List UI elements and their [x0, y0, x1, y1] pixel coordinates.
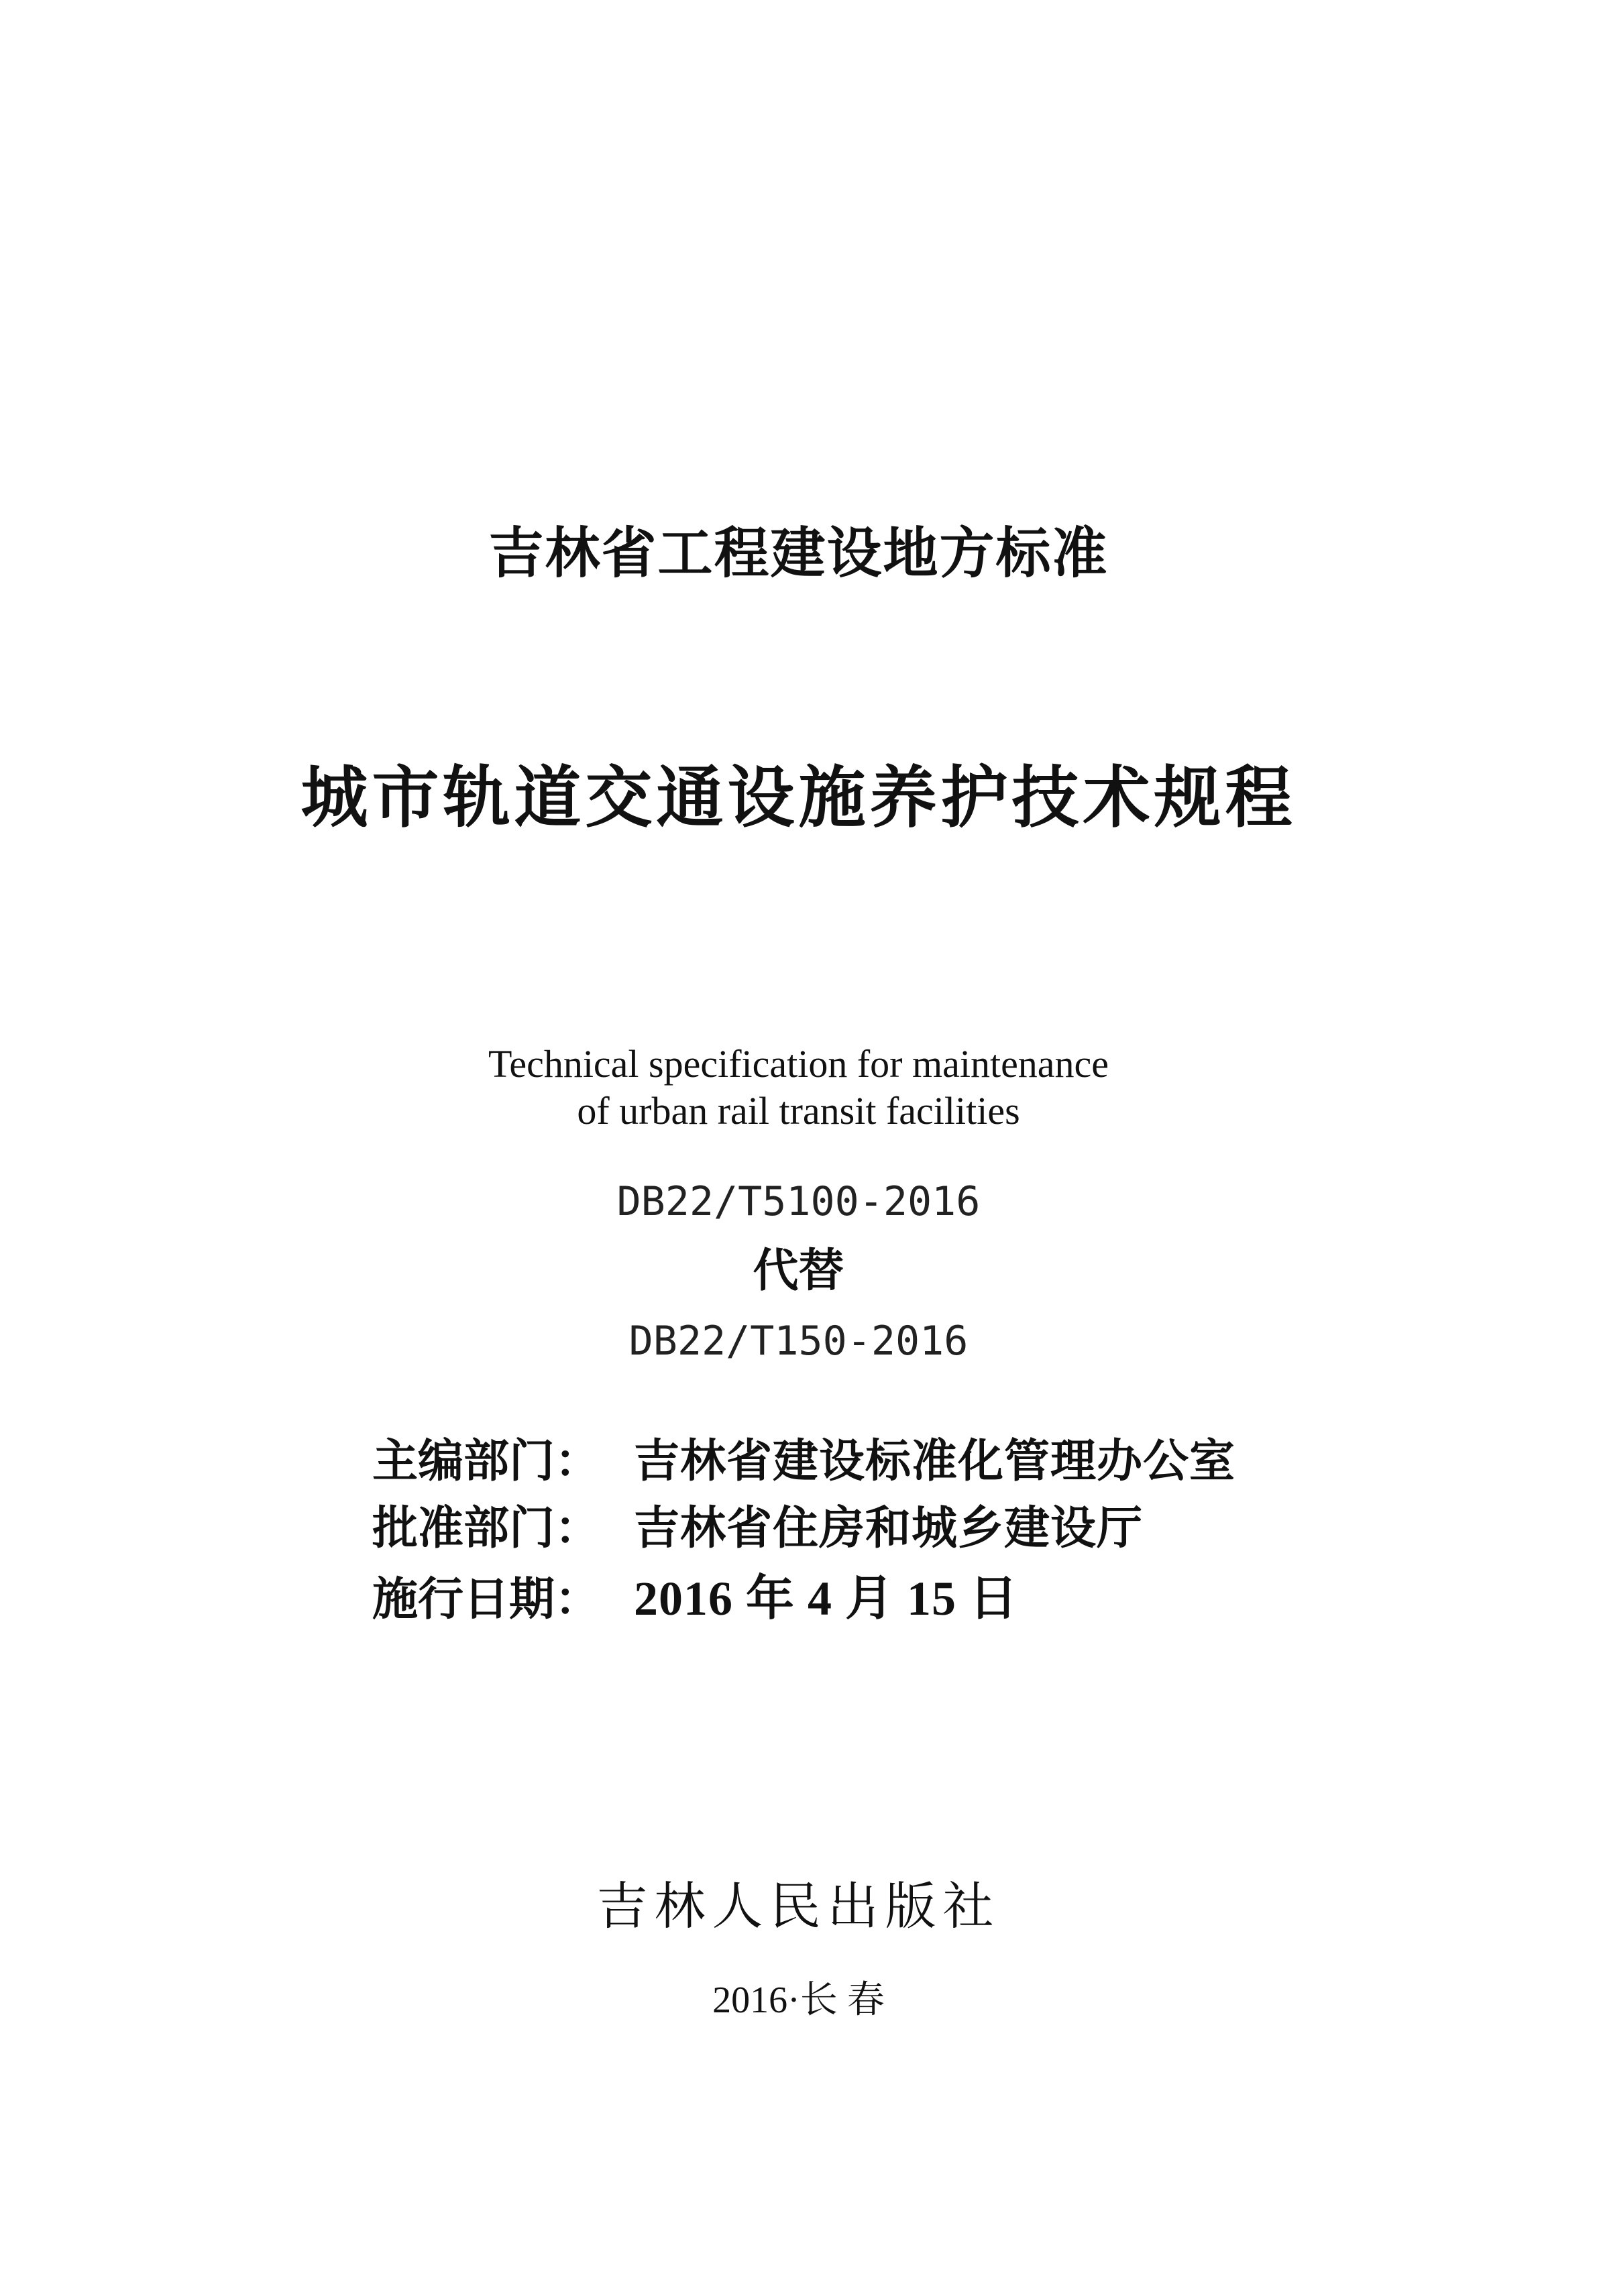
editor-label: 主编部门： — [372, 1435, 601, 1488]
english-title-line-2: of urban rail transit facilities — [577, 1089, 1020, 1133]
effective-date-value: 2016 年 4 月 15 日 — [634, 1572, 1019, 1625]
info-block — [372, 1425, 1235, 1626]
standard-number: DB22/T5100-2016 — [616, 1178, 981, 1225]
publisher: 吉林人民出版社 — [596, 1876, 1001, 1936]
english-title-line-1: Technical specification for maintenance — [488, 1042, 1109, 1086]
approver-value: 吉林省住房和城乡建设厅 — [634, 1502, 1144, 1555]
approver-label: 批准部门： — [372, 1502, 601, 1555]
main-title: 城市轨道交通设施养护技术规程 — [300, 758, 1297, 837]
replaces-label: 代替 — [753, 1245, 844, 1298]
replaced-standard-number: DB22/T150-2016 — [628, 1318, 969, 1365]
info-row-approver — [372, 1492, 1235, 1559]
info-row-effective-date — [372, 1559, 1235, 1626]
place-year: 2016·长 春 — [712, 1979, 885, 2021]
series-title: 吉林省工程建设地方标准 — [488, 522, 1109, 585]
info-row-editor — [372, 1425, 1235, 1492]
effective-date-label: 施行日期： — [372, 1573, 601, 1626]
editor-value: 吉林省建设标准化管理办公室 — [634, 1435, 1236, 1488]
